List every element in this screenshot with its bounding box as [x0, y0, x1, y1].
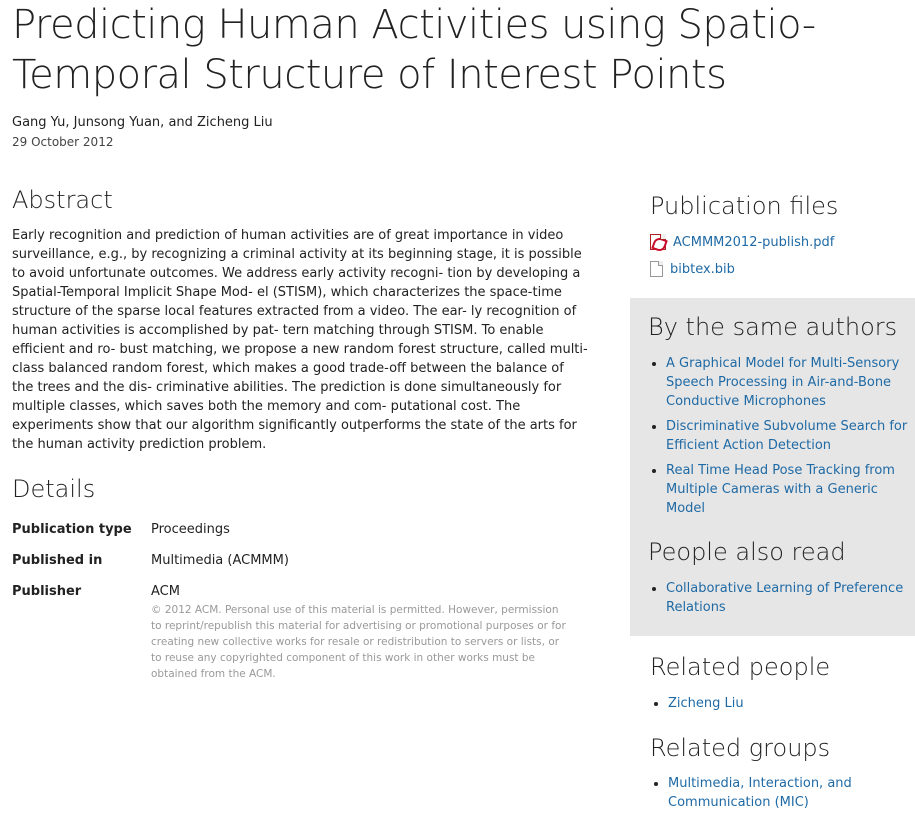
- related-groups-heading: Related groups: [650, 734, 831, 762]
- same-author-link[interactable]: Real Time Head Pose Tracking from Multiple Cameras with a Generic Model: [666, 463, 895, 516]
- detail-row-publication-type: [12, 520, 592, 540]
- list-item: [666, 579, 910, 617]
- related-group-link[interactable]: Multimedia, Interaction, and Communication (MIC): [668, 776, 852, 810]
- related-groups-list: [650, 774, 910, 818]
- detail-value: Multimedia (ACMMM): [151, 553, 289, 568]
- related-box: [630, 298, 915, 636]
- people-also-read-list: [648, 579, 910, 623]
- also-read-link[interactable]: Collaborative Learning of Preference Relations: [666, 581, 904, 615]
- details-heading: Details: [12, 475, 96, 503]
- authors: Gang Yu, Junsong Yuan, and Zicheng Liu: [12, 115, 273, 130]
- detail-row-published-in: [12, 551, 592, 571]
- detail-value-publisher: [151, 582, 592, 682]
- sidebar: [630, 0, 915, 810]
- list-item: [666, 417, 910, 455]
- detail-row-publisher: [12, 582, 592, 682]
- detail-label: Publisher: [12, 584, 82, 599]
- file-pdf-link[interactable]: [650, 234, 834, 250]
- publication-date: 29 October 2012: [12, 135, 114, 149]
- pdf-icon: [650, 234, 666, 250]
- list-item: [666, 354, 910, 411]
- related-people-list: [650, 694, 910, 719]
- list-item: [668, 774, 910, 812]
- same-authors-heading: By the same authors: [648, 313, 898, 341]
- same-author-link[interactable]: Discriminative Subvolume Search for Efficient Action Detection: [666, 419, 908, 453]
- people-also-read-heading: People also read: [648, 538, 846, 566]
- file-link[interactable]: ACMMM2012-publish.pdf: [673, 234, 835, 250]
- copyright-notice: © 2012 ACM. Personal use of this material is permitted. However, permission to reprint/republish this material for advertising or promotional purposes or for creating new collective works for resale or redistribution to servers or lists, or to reuse any copyrighted component of this work in other works must be obtained from the ACM.: [151, 604, 566, 680]
- related-person-link[interactable]: Zicheng Liu: [668, 696, 744, 711]
- same-author-link[interactable]: A Graphical Model for Multi-Sensory Speech Processing in Air-and-Bone Conductive Microphones: [666, 356, 900, 409]
- details-table: [12, 520, 592, 682]
- file-bib-link[interactable]: [650, 261, 735, 277]
- related-people-heading: Related people: [650, 653, 831, 681]
- abstract-heading: Abstract: [12, 186, 113, 214]
- detail-label: Published in: [12, 553, 103, 568]
- detail-label: Publication type: [12, 522, 132, 537]
- abstract-text: Early recognition and prediction of human activities are of great importance in video surveillance, e.g., by recognizing a criminal activity at its beginning stage, it is possible to avoid unfortunate outcomes. We address early activity recogni- tion by developing a Spatial-Temporal Implicit Shape Mod- el (STISM), which characterizes the space-time structure of the sparse local features extracted from a video. The ear- ly recognition of human activities is accomplished by pat- tern matching through STISM. To enable efficient and ro- bust matching, we propose a new random forest structure, called multi-class balanced random forest, which makes a good trade-off between the balance of the trees and the dis- criminative abilities. The prediction is done simultaneously for multiple classes, which saves both the memory and com- putational cost. The experiments show that our algorithm significantly outperforms the state of the arts for the human activity prediction problem.: [12, 228, 588, 452]
- list-item: [666, 461, 910, 518]
- detail-value: Proceedings: [151, 522, 230, 537]
- publisher-name: ACM: [151, 584, 180, 599]
- document-icon: [650, 261, 663, 277]
- list-item: [668, 694, 910, 713]
- same-authors-list: [648, 354, 910, 524]
- page-title: Predicting Human Activities using Spatio-Temporal Structure of Interest Points: [12, 2, 816, 98]
- file-link[interactable]: bibtex.bib: [670, 261, 735, 277]
- publication-files-heading: Publication files: [650, 192, 839, 220]
